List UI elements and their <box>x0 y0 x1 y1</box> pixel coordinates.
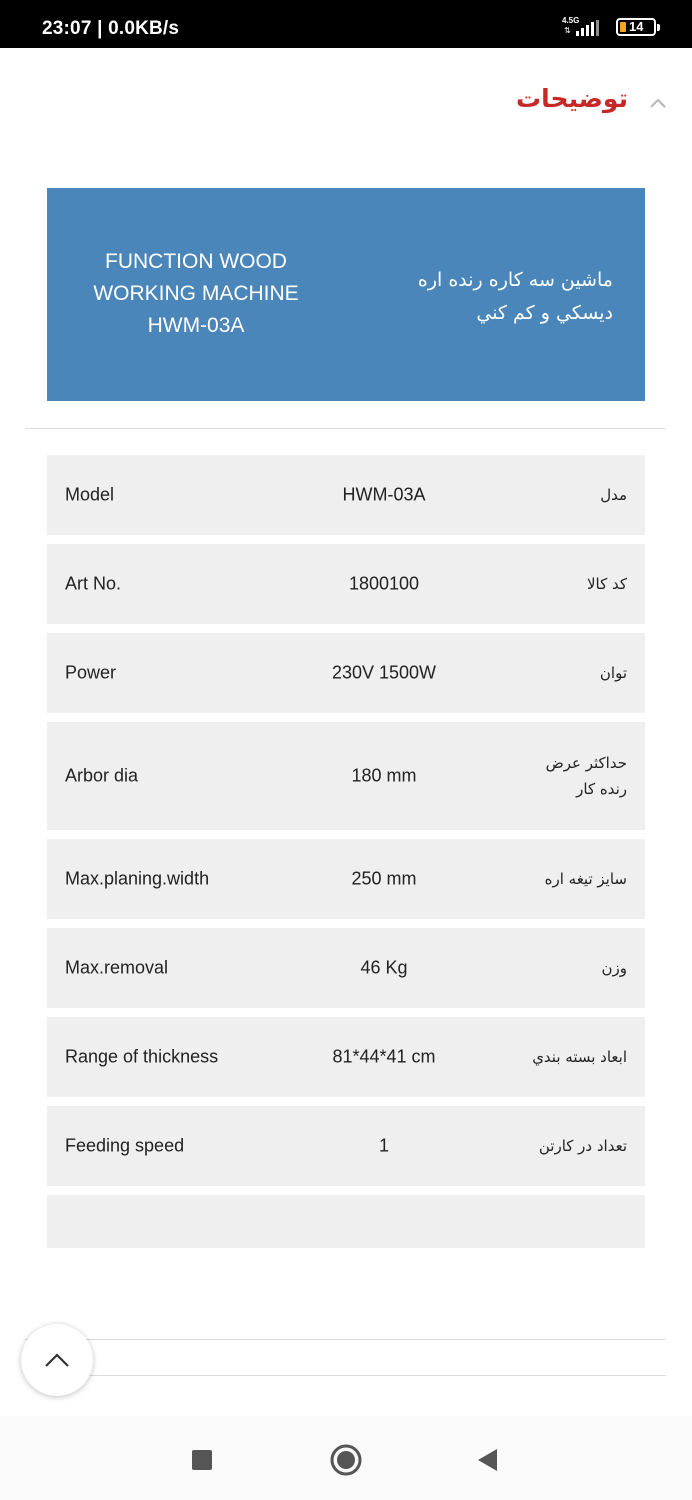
square-icon[interactable] <box>184 1442 220 1478</box>
spec-value: 81*44*41 cm <box>332 1046 436 1067</box>
table-row <box>47 1017 645 1097</box>
table-row <box>47 633 645 713</box>
spec-label-fa: حداكثر عرض رنده كار <box>545 754 627 798</box>
scroll-to-top-button[interactable] <box>21 1324 93 1396</box>
spec-label-en: Max.removal <box>65 957 169 978</box>
system-nav-bar <box>0 1416 692 1500</box>
spec-label-en: Art No. <box>65 573 122 594</box>
spec-value: 46 Kg <box>360 957 408 978</box>
spec-label-en: Power <box>65 662 117 683</box>
network-type: 4.5G <box>562 16 580 25</box>
divider <box>25 1339 666 1340</box>
spec-value: 180 mm <box>351 765 417 786</box>
spec-label-fa: تعداد در كارتن <box>538 1137 627 1155</box>
table-row <box>47 1106 645 1186</box>
divider <box>25 428 666 429</box>
status-bar <box>0 0 692 48</box>
table-row <box>47 839 645 919</box>
section-title: توضيحات <box>516 84 628 113</box>
spec-value: HWM-03A <box>342 484 426 505</box>
spec-label-fa: وزن <box>601 959 627 977</box>
spec-value: 250 mm <box>351 868 417 889</box>
divider <box>25 1375 666 1376</box>
table-row <box>47 722 645 830</box>
spec-label-fa: توان <box>599 664 627 682</box>
banner-english-title: FUNCTION WOOD WORKING MACHINE HWM-03A <box>93 250 299 337</box>
spec-label-en: Range of thickness <box>65 1046 219 1067</box>
description-accordion-header[interactable] <box>0 78 692 128</box>
table-row <box>47 455 645 535</box>
table-row <box>47 928 645 1008</box>
chevron-up-icon[interactable] <box>648 96 668 110</box>
signal-icon <box>562 16 606 38</box>
spec-value: 1800100 <box>348 573 420 594</box>
spec-label-en: Model <box>65 484 115 505</box>
chevron-up-icon <box>43 1348 71 1372</box>
status-icons <box>562 16 656 38</box>
battery-level: 14 <box>629 19 644 34</box>
spec-label-fa: ابعاد بسته بندي <box>532 1048 627 1066</box>
spec-label-en: Feeding speed <box>65 1135 185 1156</box>
signal-bars-icon <box>576 20 599 36</box>
battery-icon <box>616 18 656 36</box>
spec-label-fa: مدل <box>600 486 627 504</box>
spec-label-fa: سايز تيغه اره <box>544 870 627 888</box>
spec-value: 1 <box>378 1135 389 1156</box>
spec-label-en: Arbor dia <box>65 765 139 786</box>
table-row <box>47 544 645 624</box>
spec-label-fa: كد كالا <box>586 575 627 593</box>
banner-persian-title: ماشين سه كاره رنده اره ديسكي و كم كني <box>417 269 613 324</box>
status-time-speed: 23:07 | 0.0KB/s <box>42 18 180 39</box>
spec-label-en: Max.planing.width <box>65 868 210 889</box>
data-arrows-icon: ⇅ <box>564 26 571 35</box>
triangle-back-icon[interactable] <box>470 1442 506 1478</box>
spec-table <box>47 455 645 1257</box>
product-banner <box>47 188 645 401</box>
circle-icon[interactable] <box>328 1442 364 1478</box>
spec-value: 230V 1500W <box>331 662 437 683</box>
table-row-empty <box>47 1195 645 1248</box>
